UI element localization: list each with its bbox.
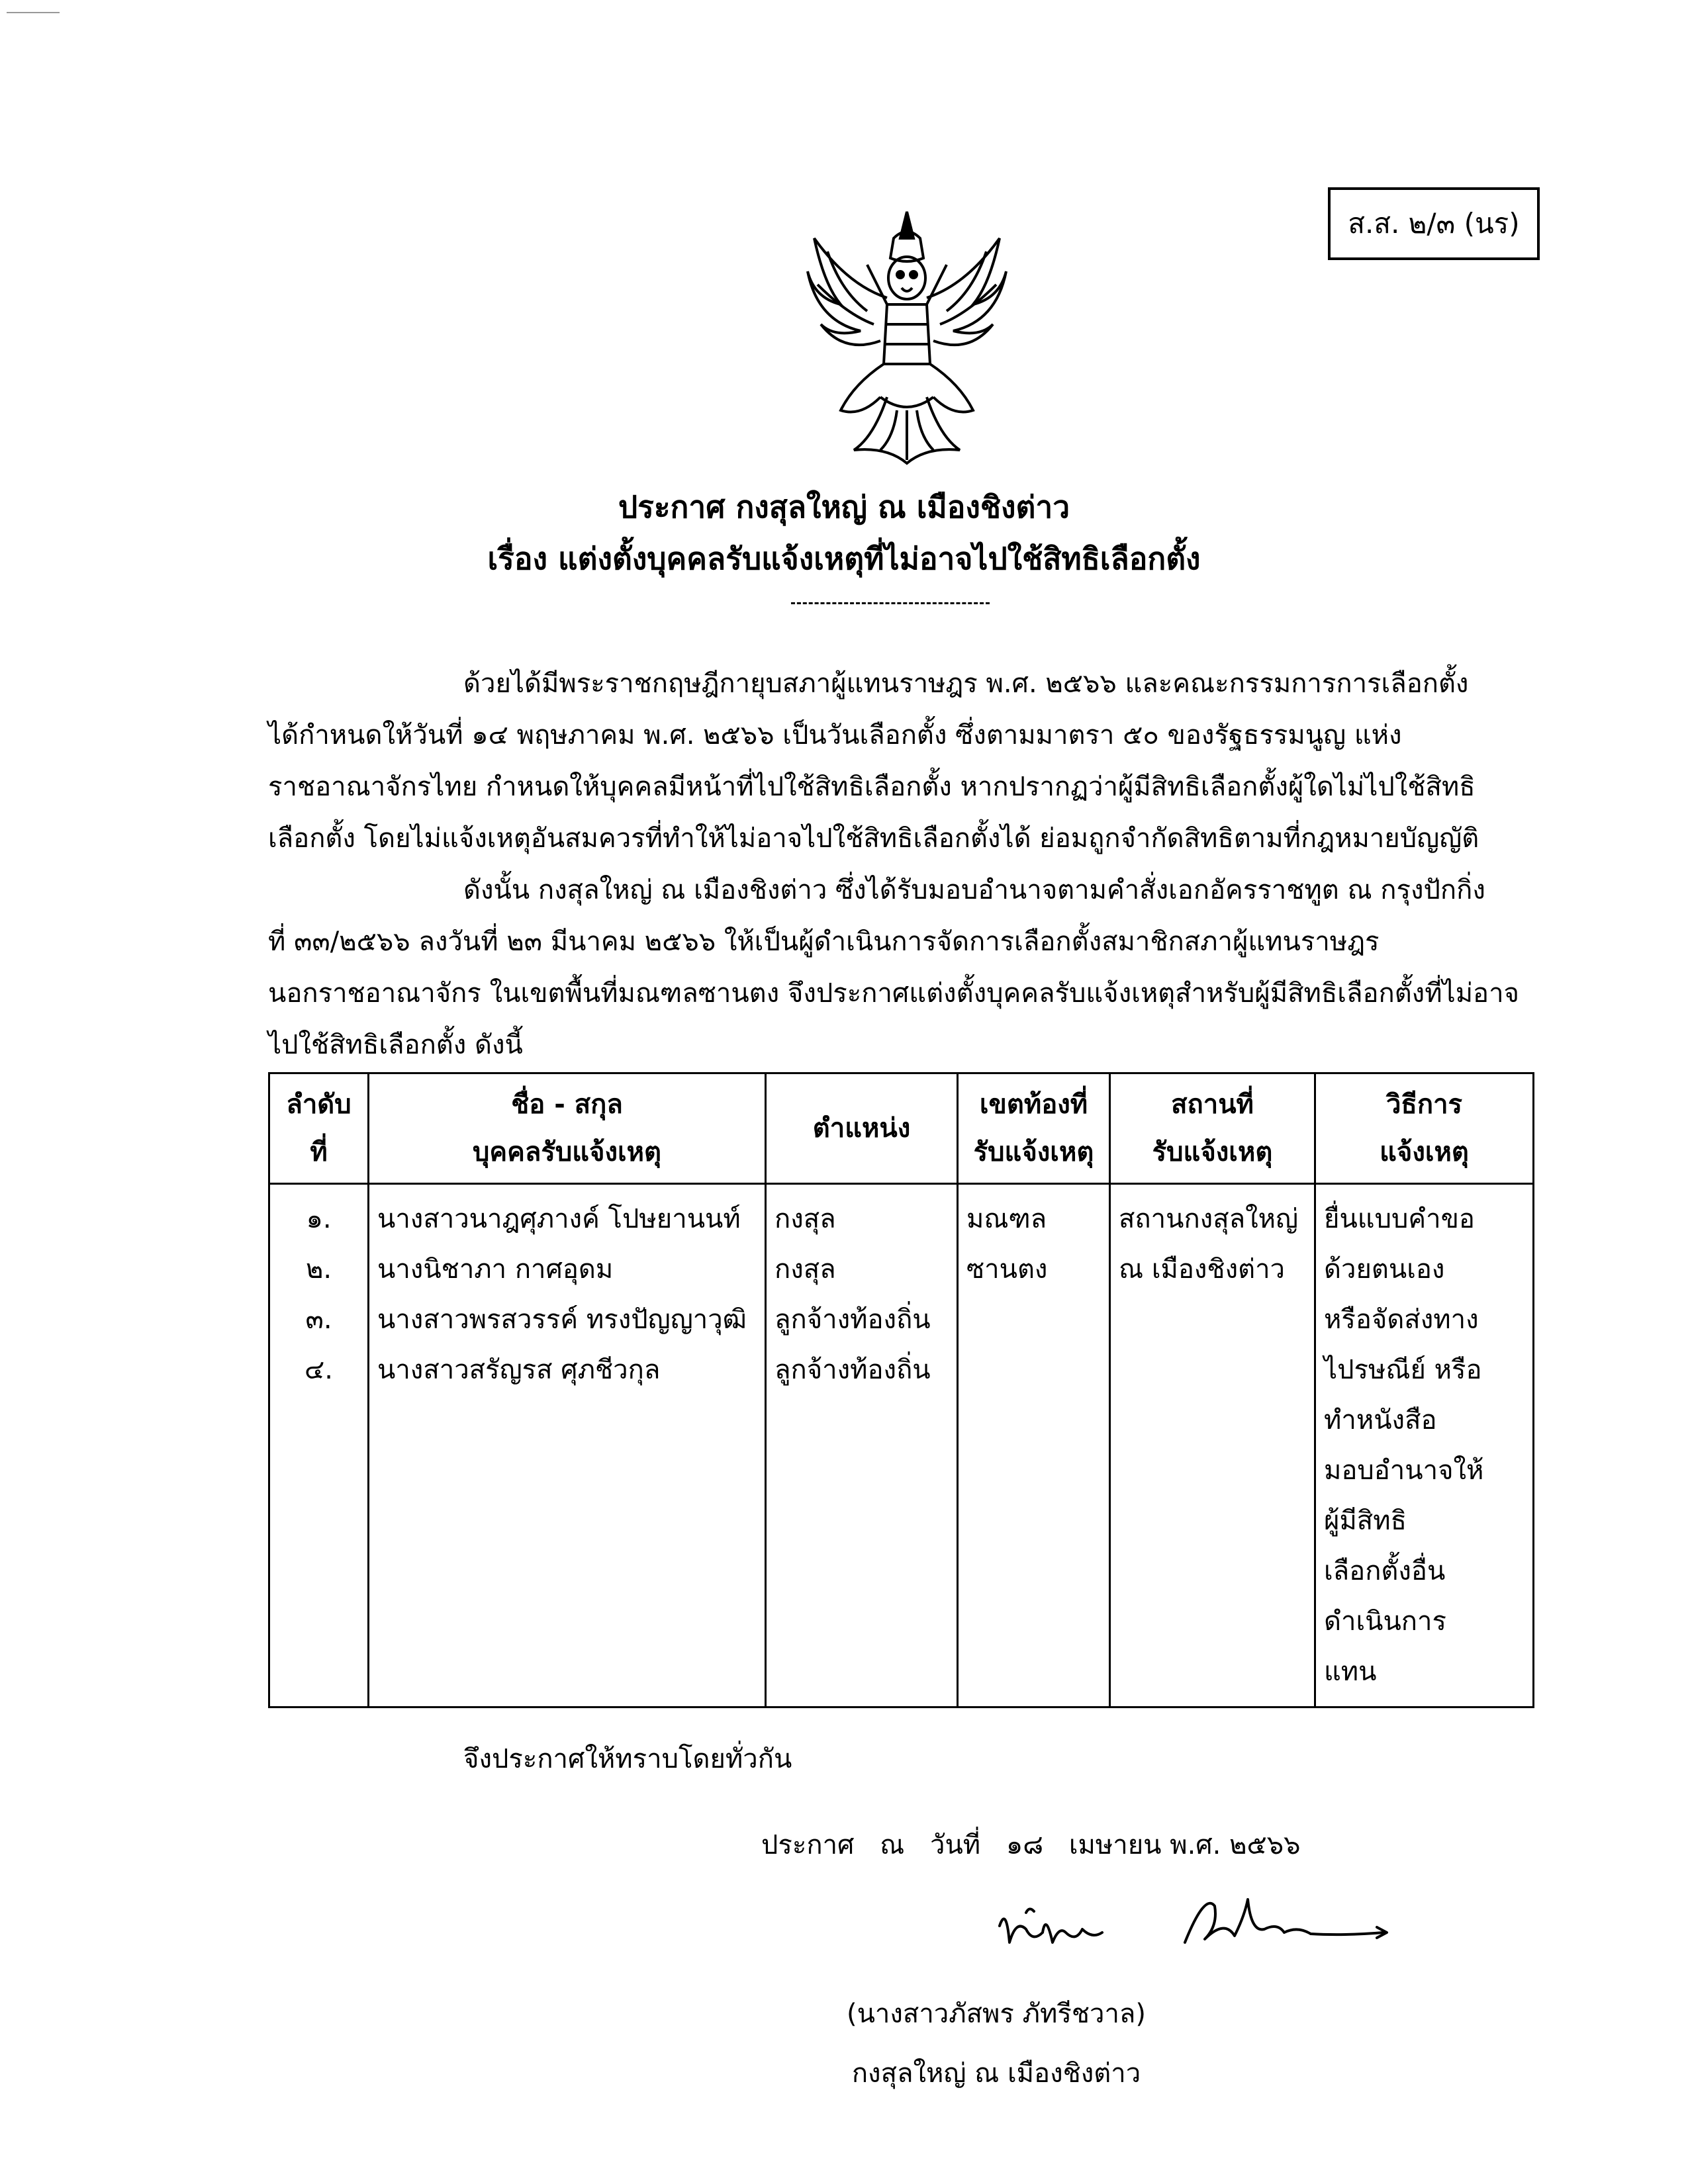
date-prefix: ประกาศ <box>761 1830 855 1860</box>
appointee-table <box>268 1072 1534 1708</box>
date-month-year: เมษายน พ.ศ. ๒๕๖๖ <box>1068 1830 1301 1860</box>
garuda-emblem <box>788 199 1026 477</box>
table-header-row <box>269 1073 1534 1184</box>
announcement-title: ประกาศ กงสุลใหญ่ ณ เมืองชิงต่าว <box>618 489 1070 525</box>
date-day-label: วันที่ <box>929 1830 981 1860</box>
body-para1-line2: ได้กำหนดให้วันที่ ๑๔ พฤษภาคม พ.ศ. ๒๕๖๖ เป็นวันเลือกตั้ง ซึ่งตามมาตรา ๕๐ ของรัฐธรรมนูญ แห่ง <box>268 720 1402 751</box>
table-row <box>269 1184 1534 1707</box>
col-header-method: วิธีการ แจ้งเหตุ <box>1315 1073 1534 1184</box>
body-para2-line4: ไปใช้สิทธิเลือกตั้ง ดังนี้ <box>268 1030 523 1060</box>
date-at: ณ <box>880 1830 905 1860</box>
body-para1-line3: ราชอาณาจักรไทย กำหนดให้บุคคลมีหน้าที่ไปใช้สิทธิเลือกตั้ง หากปรากฏว่าผู้มีสิทธิเลือกตั้งผู้ใดไม่ไปใช้สิทธิ <box>268 772 1476 802</box>
body-para2-line1: ดังนั้น กงสุลใหญ่ ณ เมืองชิงต่าว ซึ่งได้รับมอบอำนาจตามคำสั่งเอกอัครราชทูต ณ กรุงปักกิ่ง <box>463 875 1485 905</box>
cell-numbers: ๑. ๒. ๓. ๔. <box>269 1184 369 1707</box>
closing-statement: จึงประกาศให้ทราบโดยทั่วกัน <box>463 1744 792 1774</box>
announcement-date <box>761 1823 1318 1866</box>
cell-area: มณฑล ซานตง <box>958 1184 1110 1707</box>
date-day: ๑๘ <box>1006 1830 1044 1860</box>
handwritten-signature <box>986 1880 1397 1966</box>
body-para1-line4: เลือกตั้ง โดยไม่แจ้งเหตุอันสมควรที่ทำให้ไม่อาจไปใช้สิทธิเลือกตั้งได้ ย่อมถูกจำกัดสิทธิตามที่กฎหมายบัญญัติ <box>268 823 1479 854</box>
title-divider <box>791 602 990 604</box>
announcement-subject: เรื่อง แต่งตั้งบุคคลรับแจ้งเหตุที่ไม่อาจไปใช้สิทธิเลือกตั้ง <box>487 541 1201 576</box>
col-header-place: สถานที่ รับแจ้งเหตุ <box>1110 1073 1315 1184</box>
body-para2-line3: นอกราชอาณาจักร ในเขตพื้นที่มณฑลซานตง จึงประกาศแต่งตั้งบุคคลรับแจ้งเหตุสำหรับผู้มีสิทธิเลือกตั้งที่ไม่อาจ <box>268 978 1519 1009</box>
cell-names: นางสาวนาฎศุภางค์ โปษยานนท์ นางนิชาภา กาศอุดม นางสาวพรสวรรค์ ทรงปัญญาวุฒิ นางสาวสรัญรส ศุภชีวกุล <box>369 1184 766 1707</box>
cell-positions: กงสุล กงสุล ลูกจ้างท้องถิ่น ลูกจ้างท้องถิ่น <box>766 1184 958 1707</box>
body-para1-line1: ด้วยได้มีพระราชกฤษฎีกายุบสภาผู้แทนราษฎร พ.ศ. ๒๕๖๖ และคณะกรรมการการเลือกตั้ง <box>463 668 1469 699</box>
cell-place: สถานกงสุลใหญ่ ณ เมืองชิงต่าว <box>1110 1184 1315 1707</box>
col-header-position: ตำแหน่ง <box>766 1073 958 1184</box>
signer-name: (นางสาวภัสพร ภัทรีชวาล) <box>846 1999 1147 2029</box>
scan-mark <box>7 12 60 13</box>
col-header-area: เขตท้องที่ รับแจ้งเหตุ <box>958 1073 1110 1184</box>
col-header-no: ลำดับ ที่ <box>269 1073 369 1184</box>
cell-method: ยื่นแบบคำขอ ด้วยตนเอง หรือจัดส่งทาง ไปรษณีย์ หรือ ทำหนังสือ มอบอำนาจให้ ผู้มีสิทธิ เลือกตั้งอื่น ดำเนินการ แทน <box>1315 1184 1534 1707</box>
body-para2-line2: ที่ ๓๓/๒๕๖๖ ลงวันที่ ๒๓ มีนาคม ๒๕๖๖ ให้เป็นผู้ดำเนินการจัดการเลือกตั้งสมาชิกสภาผู้แทนราษฎร <box>268 927 1380 957</box>
col-header-name: ชื่อ - สกุล บุคคลรับแจ้งเหตุ <box>369 1073 766 1184</box>
form-code-box: ส.ส. ๒/๓ (นร) <box>1328 187 1540 260</box>
signer-position: กงสุลใหญ่ ณ เมืองชิงต่าว <box>851 2058 1141 2089</box>
